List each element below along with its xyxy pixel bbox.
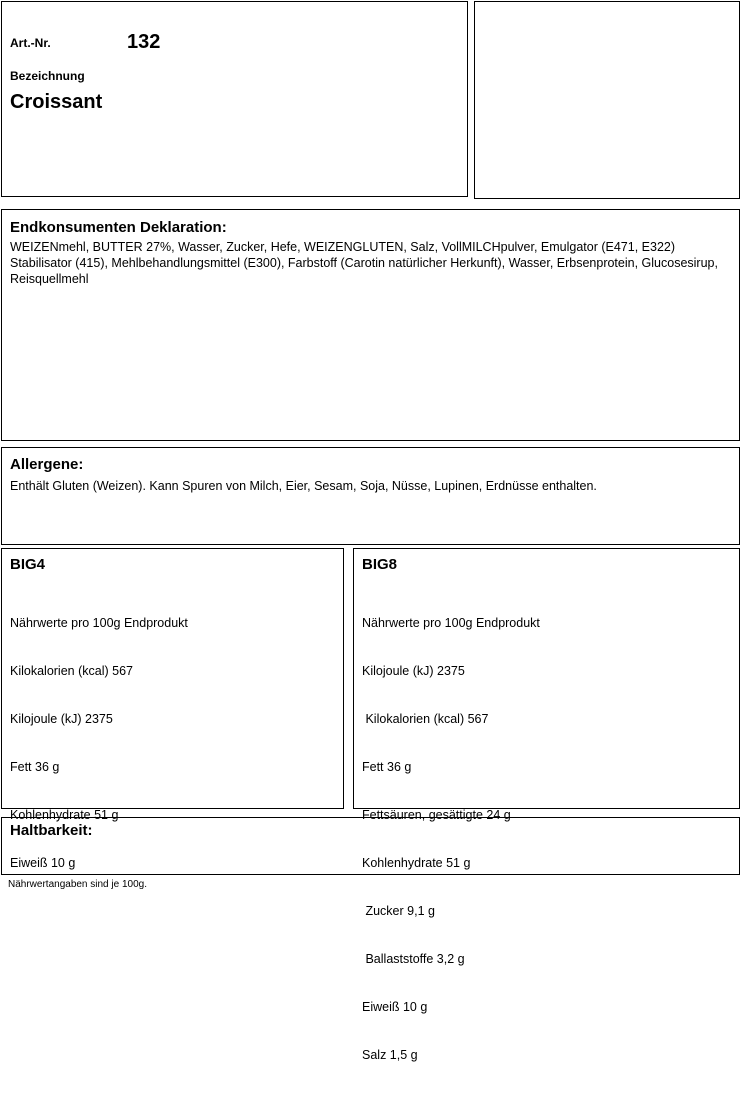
list-item: Fett 36 g xyxy=(362,760,412,774)
list-item: Fett 36 g xyxy=(10,760,60,774)
list-item: Kilokalorien (kcal) 567 xyxy=(362,712,489,726)
shelf-life-title: Haltbarkeit: xyxy=(10,822,93,839)
article-number-label: Art.-Nr. xyxy=(10,36,51,50)
list-item: Kilojoule (kJ) 2375 xyxy=(10,712,113,726)
list-item: Nährwerte pro 100g Endprodukt xyxy=(362,616,540,630)
footnote: Nährwertangaben sind je 100g. xyxy=(8,879,147,890)
list-item: Kohlenhydrate 51 g xyxy=(10,808,119,822)
allergens-text: Enthält Gluten (Weizen). Kann Spuren von Milch, Eier, Sesam, Soja, Nüsse, Lupinen, Erdnüsse enthalten. xyxy=(10,479,597,493)
allergens-title: Allergene: xyxy=(10,456,84,473)
big4-title: BIG4 xyxy=(10,556,46,573)
shelf-life-box xyxy=(1,817,740,875)
declaration-text: WEIZENmehl, BUTTER 27%, Wasser, Zucker, Hefe, WEIZENGLUTEN, Salz, VollMILCHpulver, Emulgator (E471, E322) Stabilisator (415), Mehlbehandlungsmittel (E300), Farbstoff (Carotin natürlicher Herkunft), Wasser, Erbsenprotein, Glucosesirup, Reisquellmehl xyxy=(10,240,718,286)
list-item: Kohlenhydrate 51 g xyxy=(362,856,471,870)
list-item: Eiweiß 10 g xyxy=(10,856,76,870)
big8-title: BIG8 xyxy=(362,556,398,573)
list-item: Zucker 9,1 g xyxy=(362,904,435,918)
product-name-label: Bezeichnung xyxy=(10,69,85,83)
list-item: Salz 1,5 g xyxy=(362,1048,418,1062)
declaration-title: Endkonsumenten Deklaration: xyxy=(10,219,227,236)
allergens-box xyxy=(1,447,740,545)
list-item: Nährwerte pro 100g Endprodukt xyxy=(10,616,188,630)
product-name: Croissant xyxy=(10,91,103,113)
big8-box xyxy=(353,548,740,1062)
list-item: Fettsäuren, gesättigte 24 g xyxy=(362,808,511,822)
article-number: 132 xyxy=(127,31,161,53)
declaration-box xyxy=(1,209,740,441)
image-box xyxy=(474,1,740,199)
list-item: Kilokalorien (kcal) 567 xyxy=(10,664,133,678)
article-box xyxy=(1,1,468,197)
list-item: Ballaststoffe 3,2 g xyxy=(362,952,465,966)
list-item: Kilojoule (kJ) 2375 xyxy=(362,664,465,678)
list-item: Eiweiß 10 g xyxy=(362,1000,428,1014)
